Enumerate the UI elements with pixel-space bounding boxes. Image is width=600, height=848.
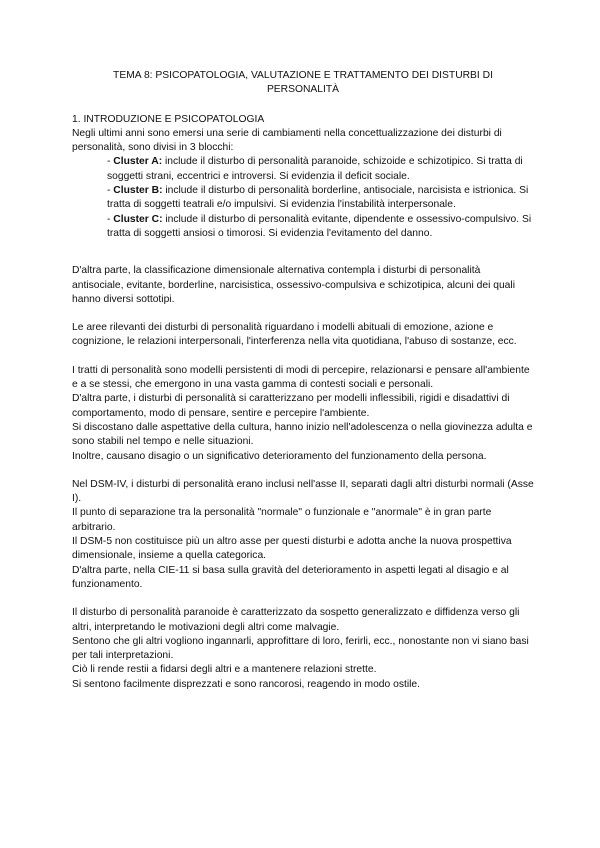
paranoid-line: Sentono che gli altri vogliono ingannarli, approfittare di loro, ferirli, ecc., nonostante non vi siano basi per tali interpretazioni. — [72, 635, 529, 662]
paranoid-line: Ciò li rende restii a fidarsi degli altri e a mantenere relazioni strette. — [72, 664, 377, 676]
dsm-line: Il punto di separazione tra la personalità "normale" o funzionale e "anormale" è in gran parte arbitrario. — [72, 507, 492, 533]
traits-line: D'altra parte, i disturbi di personalità si caratterizzano per modelli inflessibili, rigidi e disadattivi di comportamento, modo di pensare, sentire e percepire l'ambiente. — [72, 393, 510, 419]
bullet-dash: - — [107, 185, 114, 197]
paranoid-line: Si sentono facilmente disprezzati e sono rancorosi, reagendo in modo ostile. — [72, 678, 421, 690]
cluster-name: Cluster B: — [113, 185, 163, 197]
bullet-dash: - — [107, 156, 114, 168]
traits-line: Si discostano dalle aspettative della cultura, hanno inizio nell'adolescenza o nella giovinezza adulta e sono stabili nel tempo e nelle situazioni. — [72, 421, 533, 448]
dimensional-paragraph: D'altra parte, la classificazione dimensionale alternativa contempla i disturbi di personalità antisociale, evitante, borderline, narcisistica, ossessivo-compulsiva e schizotipica, alcuni dei quali hanno diversi sottotipi. — [72, 265, 515, 305]
cluster-description: include il disturbo di personalità borderline, antisociale, narcisista e istrionica. Si tratta di soggetti teatrali e/o impulsivi. Si evidenzia l'instabilità interpersonale. — [107, 185, 529, 211]
intro-paragraph: Negli ultimi anni sono emersi una serie di cambiamenti nella concettualizzazione dei disturbi di personalità, sono divisi in 3 blocchi: — [72, 127, 502, 154]
cluster-description: include il disturbo di personalità paranoide, schizoide e schizotipico. Si tratta di soggetti strani, eccentrici e introversi. Si evidenzia il deficit sociale. — [107, 156, 523, 182]
cluster-list — [72, 155, 534, 241]
paranoid-block — [72, 606, 534, 692]
paranoid-line: Il disturbo di personalità paranoide è caratterizzato da sospetto generalizzato e diffidenza verso gli altri, interpretando le motivazioni degli altri come malvagie. — [72, 607, 520, 633]
dsm-line: Nel DSM-IV, i disturbi di personalità erano inclusi nell'asse II, separati dagli altri disturbi normali (Asse I). — [72, 478, 534, 505]
dsm-line: D'altra parte, nella CIE-11 si basa sulla gravità del deterioramento in aspetti legati al disagio e al funzionamento. — [72, 564, 509, 590]
dsm-line: Il DSM-5 non costituisce più un altro asse per questi disturbi e adotta anche la nuova prospettiva dimensionale, insieme a quella categorica. — [72, 536, 512, 562]
cluster-item-b — [107, 184, 534, 213]
cluster-name: Cluster A: — [113, 156, 163, 168]
traits-line: Inoltre, causano disagio o un significativo deterioramento del funzionamento della persona. — [72, 450, 487, 462]
dsm-block — [72, 478, 534, 592]
document-title: TEMA 8: PSICOPATOLOGIA, VALUTAZIONE E TRATTAMENTO DEI DISTURBI DI PERSONALITÀ — [113, 70, 493, 96]
cluster-item-a — [107, 155, 534, 184]
document-page — [72, 69, 534, 692]
section-heading: 1. INTRODUZIONE E PSICOPATOLOGIA — [72, 113, 265, 125]
bullet-dash: - — [107, 213, 114, 225]
cluster-item-c — [107, 213, 534, 242]
cluster-name: Cluster C: — [113, 213, 163, 225]
areas-paragraph: Le aree rilevanti dei disturbi di personalità riguardano i modelli abituali di emozione, azione e cognizione, le relazioni interpersonali, l'interferenza nella vita quotidiana, l'abuso di sostanze, ecc. — [72, 322, 517, 348]
cluster-description: include il disturbo di personalità evitante, dipendente e ossessivo-compulsivo. Si tratta di soggetti ansiosi o timorosi. Si evidenzia l'evitamento del danno. — [107, 213, 532, 239]
traits-line: I tratti di personalità sono modelli persistenti di modi di percepire, relazionarsi e pensare all'ambiente e a se stessi, che emergono in una vasta gamma di contesti sociali e personali. — [72, 364, 530, 391]
traits-block — [72, 364, 534, 464]
